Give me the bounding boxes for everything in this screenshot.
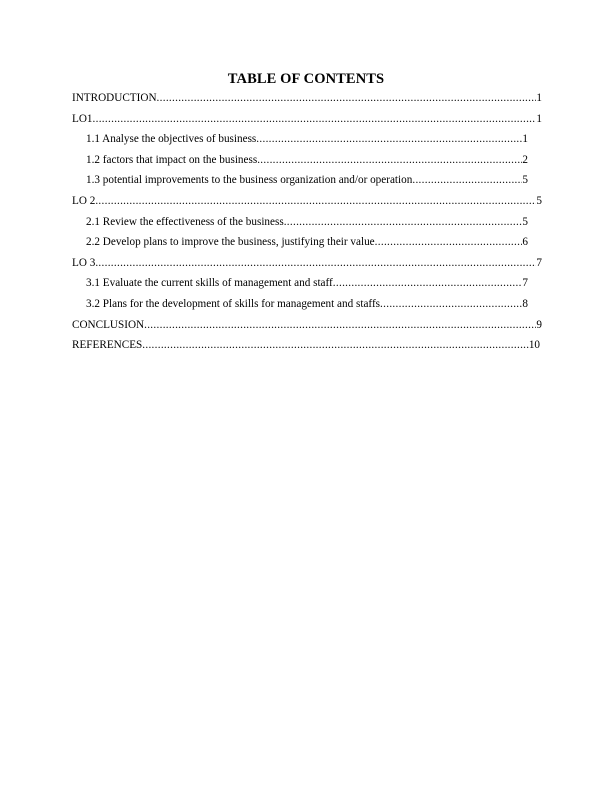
toc-entry-1-2[interactable] (72, 154, 528, 175)
toc-page-number: 7 (522, 277, 528, 290)
toc-entry-2-2[interactable] (72, 236, 528, 257)
dot-leader (157, 92, 537, 104)
toc-entry-label: CONCLUSION (72, 318, 145, 331)
toc-entry-1-1[interactable] (72, 133, 528, 154)
toc-entry-2-1[interactable] (72, 216, 528, 237)
toc-entry-lo2[interactable] (72, 195, 542, 216)
dot-leader (93, 113, 537, 125)
toc-entry-label: 2.1 Review the effectiveness of the business (86, 215, 284, 228)
dot-leader (144, 319, 536, 331)
toc-entry-3-1[interactable] (72, 277, 528, 298)
toc-entry-label: LO 3 (72, 256, 96, 269)
toc-entry-1-3[interactable] (72, 174, 528, 195)
dot-leader (95, 195, 536, 207)
table-of-contents (72, 92, 542, 360)
toc-entry-label: 1.2 factors that impact on the business (86, 153, 258, 166)
dot-leader (375, 236, 523, 248)
toc-page-number: 9 (536, 318, 542, 331)
toc-page-number: 5 (536, 194, 542, 207)
toc-entry-references[interactable] (72, 339, 540, 360)
dot-leader (256, 133, 522, 145)
toc-page-number: 1 (536, 92, 542, 104)
dot-leader (380, 298, 522, 310)
toc-entry-introduction[interactable] (72, 92, 542, 113)
toc-page-number: 7 (536, 256, 542, 269)
toc-page-number: 1 (536, 112, 542, 125)
toc-page-number: 5 (522, 215, 528, 228)
toc-page-number: 10 (528, 339, 540, 352)
dot-leader (142, 339, 529, 351)
toc-title: TABLE OF CONTENTS (227, 71, 385, 87)
dot-leader (257, 154, 522, 166)
toc-page-number: 6 (522, 236, 528, 249)
dot-leader (333, 277, 523, 289)
toc-page-number: 2 (522, 153, 528, 166)
toc-entry-label: LO 2 (72, 194, 96, 207)
dot-leader (284, 216, 523, 228)
toc-entry-conclusion[interactable] (72, 319, 542, 340)
toc-entry-label: REFERENCES (72, 339, 143, 352)
toc-page-number: 5 (522, 174, 528, 187)
toc-entry-lo1[interactable] (72, 113, 542, 134)
dot-leader (95, 257, 536, 269)
dot-leader (412, 174, 522, 186)
toc-entry-3-2[interactable] (72, 298, 528, 319)
toc-entry-label: 2.2 Develop plans to improve the business, justifying their value (86, 236, 375, 249)
toc-entry-label: LO1 (72, 112, 93, 125)
toc-entry-label: 3.2 Plans for the development of skills for management and staffs (86, 297, 381, 310)
toc-entry-lo3[interactable] (72, 257, 542, 278)
toc-page-number: 1 (522, 133, 528, 146)
toc-entry-label: 1.3 potential improvements to the business organization and/or operation (86, 174, 413, 187)
toc-entry-label: 3.1 Evaluate the current skills of management and staff (86, 277, 333, 290)
toc-entry-label: 1.1 Analyse the objectives of business (86, 133, 257, 146)
toc-page-number: 8 (522, 297, 528, 310)
toc-entry-label: INTRODUCTION (72, 92, 157, 104)
